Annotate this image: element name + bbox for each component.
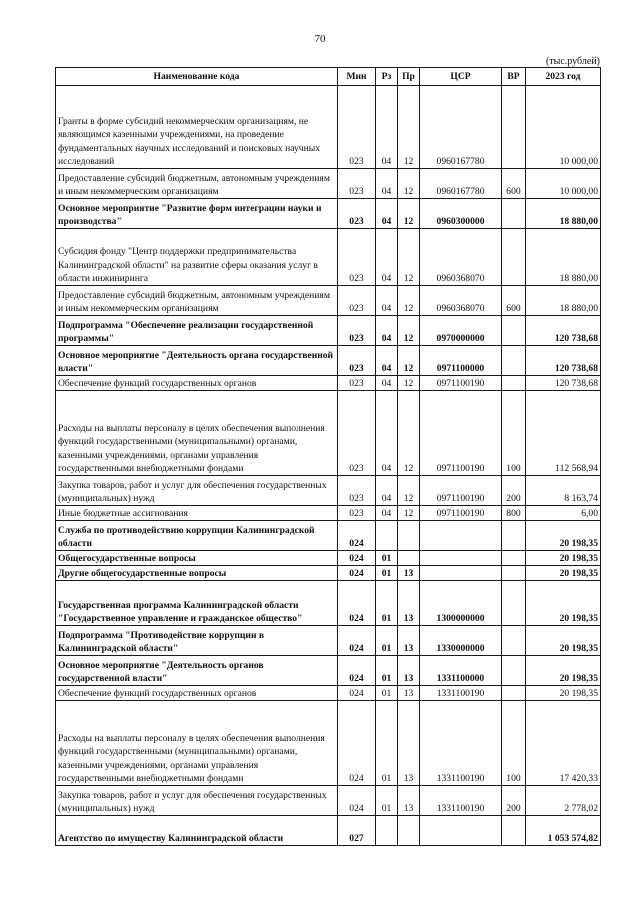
cell-min: 023 <box>338 346 376 376</box>
cell-pr: 12 <box>398 346 420 376</box>
cell-name: Закупка товаров, работ и услуг для обеспечения государственных (муниципальных) нужд <box>56 786 338 816</box>
cell-csr <box>420 551 502 566</box>
cell-sum: 20 198,35 <box>526 521 601 551</box>
cell-rz: 04 <box>376 316 398 346</box>
header-sum: 2023 год <box>526 68 601 86</box>
cell-sum: 18 880,00 <box>526 229 601 286</box>
cell-sum: 20 198,35 <box>526 626 601 656</box>
table-row <box>56 626 601 656</box>
cell-name: Субсидия фонду "Центр поддержки предпринимательства Калининградской области" на развитие сферы оказания услуг в области инжиниринга <box>56 229 338 286</box>
cell-vr <box>502 551 526 566</box>
cell-min: 024 <box>338 521 376 551</box>
cell-pr: 12 <box>398 476 420 506</box>
cell-csr: 0971100190 <box>420 506 502 521</box>
cell-sum: 120 738,68 <box>526 316 601 346</box>
cell-rz: 04 <box>376 476 398 506</box>
cell-rz <box>376 521 398 551</box>
cell-min: 024 <box>338 626 376 656</box>
cell-name: Общегосударственные вопросы <box>56 551 338 566</box>
cell-pr <box>398 816 420 846</box>
cell-vr <box>502 581 526 626</box>
cell-vr <box>502 521 526 551</box>
cell-vr <box>502 816 526 846</box>
cell-name: Подпрограмма "Противодействие коррупции в Калининградской области" <box>56 626 338 656</box>
cell-pr: 12 <box>398 199 420 229</box>
cell-csr: 0971100190 <box>420 391 502 476</box>
cell-min: 023 <box>338 506 376 521</box>
table-row <box>56 376 601 391</box>
cell-min: 023 <box>338 286 376 316</box>
cell-csr: 0960167780 <box>420 169 502 199</box>
cell-csr: 1331100190 <box>420 686 502 701</box>
cell-rz: 04 <box>376 376 398 391</box>
cell-pr: 12 <box>398 169 420 199</box>
cell-min: 027 <box>338 816 376 846</box>
cell-min: 024 <box>338 686 376 701</box>
cell-csr <box>420 521 502 551</box>
cell-min: 023 <box>338 199 376 229</box>
cell-pr: 12 <box>398 286 420 316</box>
table-row <box>56 701 601 786</box>
cell-vr <box>502 346 526 376</box>
cell-csr: 0970000000 <box>420 316 502 346</box>
cell-vr <box>502 566 526 581</box>
cell-name: Обеспечение функций государственных органов <box>56 376 338 391</box>
cell-name: Основное мероприятие "Деятельность органа государственной власти" <box>56 346 338 376</box>
cell-min: 024 <box>338 701 376 786</box>
cell-csr: 1300000000 <box>420 581 502 626</box>
cell-vr <box>502 686 526 701</box>
cell-name: Гранты в форме субсидий некоммерческим организациям, не являющимся казенными учреждениями, на проведение фундаментальных научных исследований и поисковых научных исследований <box>56 86 338 169</box>
cell-name: Государственная программа Калининградской области "Государственное управление и гражданское общество" <box>56 581 338 626</box>
cell-pr <box>398 521 420 551</box>
cell-vr <box>502 656 526 686</box>
header-vr: ВР <box>502 68 526 86</box>
cell-pr: 12 <box>398 506 420 521</box>
cell-pr: 13 <box>398 701 420 786</box>
table-row <box>56 786 601 816</box>
cell-sum: 1 053 574,82 <box>526 816 601 846</box>
budget-table <box>55 67 601 846</box>
cell-sum: 18 880,00 <box>526 286 601 316</box>
cell-csr <box>420 816 502 846</box>
cell-sum: 18 880,00 <box>526 199 601 229</box>
cell-pr: 12 <box>398 86 420 169</box>
cell-pr: 13 <box>398 581 420 626</box>
cell-vr <box>502 86 526 169</box>
cell-rz: 01 <box>376 581 398 626</box>
cell-sum: 20 198,35 <box>526 656 601 686</box>
cell-vr: 600 <box>502 286 526 316</box>
cell-rz: 04 <box>376 286 398 316</box>
table-body <box>56 86 601 846</box>
cell-vr: 100 <box>502 701 526 786</box>
table-row <box>56 816 601 846</box>
cell-rz: 01 <box>376 656 398 686</box>
cell-name: Обеспечение функций государственных органов <box>56 686 338 701</box>
cell-vr <box>502 376 526 391</box>
cell-sum: 10 000,00 <box>526 169 601 199</box>
table-row <box>56 656 601 686</box>
cell-vr: 100 <box>502 391 526 476</box>
cell-name: Основное мероприятие "Деятельность органов государственной власти" <box>56 656 338 686</box>
cell-sum: 17 420,33 <box>526 701 601 786</box>
cell-rz: 04 <box>376 506 398 521</box>
cell-min: 023 <box>338 169 376 199</box>
cell-name: Основное мероприятие "Развитие форм интеграции науки и производства" <box>56 199 338 229</box>
cell-vr: 800 <box>502 506 526 521</box>
cell-rz: 04 <box>376 86 398 169</box>
cell-rz: 01 <box>376 626 398 656</box>
cell-sum: 20 198,35 <box>526 566 601 581</box>
table-row <box>56 476 601 506</box>
cell-rz: 04 <box>376 346 398 376</box>
cell-sum: 120 738,68 <box>526 376 601 391</box>
cell-min: 024 <box>338 656 376 686</box>
cell-csr: 1331100000 <box>420 656 502 686</box>
header-name: Наименование кода <box>56 68 338 86</box>
table-header-row <box>56 68 601 86</box>
header-min: Мин <box>338 68 376 86</box>
cell-pr: 12 <box>398 316 420 346</box>
cell-pr: 13 <box>398 566 420 581</box>
cell-csr: 0960300000 <box>420 199 502 229</box>
table-row <box>56 316 601 346</box>
table-row <box>56 566 601 581</box>
header-pr: Пр <box>398 68 420 86</box>
cell-csr: 0971100190 <box>420 376 502 391</box>
cell-csr: 1330000000 <box>420 626 502 656</box>
cell-csr: 0971100190 <box>420 476 502 506</box>
table-row <box>56 686 601 701</box>
cell-vr: 200 <box>502 476 526 506</box>
cell-sum: 120 738,68 <box>526 346 601 376</box>
cell-rz: 04 <box>376 169 398 199</box>
cell-min: 024 <box>338 786 376 816</box>
cell-csr: 1331100190 <box>420 786 502 816</box>
cell-name: Предоставление субсидий бюджетным, автономным учреждениям и иным некоммерческим организациям <box>56 169 338 199</box>
table-row <box>56 551 601 566</box>
table-row <box>56 286 601 316</box>
cell-name: Подпрограмма "Обеспечение реализации государственной программы" <box>56 316 338 346</box>
cell-sum: 2 778,02 <box>526 786 601 816</box>
cell-rz: 01 <box>376 701 398 786</box>
cell-min: 024 <box>338 566 376 581</box>
cell-sum: 10 000,00 <box>526 86 601 169</box>
cell-rz: 01 <box>376 551 398 566</box>
cell-min: 023 <box>338 86 376 169</box>
cell-csr: 0971100000 <box>420 346 502 376</box>
cell-vr: 200 <box>502 786 526 816</box>
cell-sum: 20 198,35 <box>526 581 601 626</box>
cell-pr: 13 <box>398 656 420 686</box>
cell-csr: 0960368070 <box>420 286 502 316</box>
cell-min: 024 <box>338 551 376 566</box>
cell-rz: 04 <box>376 391 398 476</box>
cell-name: Иные бюджетные ассигнования <box>56 506 338 521</box>
cell-csr <box>420 566 502 581</box>
cell-sum: 20 198,35 <box>526 686 601 701</box>
table-row <box>56 581 601 626</box>
cell-name: Расходы на выплаты персоналу в целях обеспечения выполнения функций государственными (муниципальными) органами, казенными учреждениями, органами управления государственными внебюджетными фондами <box>56 701 338 786</box>
cell-name: Расходы на выплаты персоналу в целях обеспечения выполнения функций государственными (муниципальными) органами, казенными учреждениями, органами управления государственными внебюджетными фондами <box>56 391 338 476</box>
cell-vr <box>502 199 526 229</box>
cell-csr: 1331100190 <box>420 701 502 786</box>
units-note: (тыс.рублей) <box>545 56 600 67</box>
cell-vr <box>502 316 526 346</box>
cell-sum: 8 163,74 <box>526 476 601 506</box>
cell-min: 023 <box>338 229 376 286</box>
cell-vr: 600 <box>502 169 526 199</box>
cell-sum: 20 198,35 <box>526 551 601 566</box>
cell-min: 023 <box>338 391 376 476</box>
cell-name: Агентство по имуществу Калининградской области <box>56 816 338 846</box>
table-row <box>56 506 601 521</box>
table-row <box>56 346 601 376</box>
cell-sum: 112 568,94 <box>526 391 601 476</box>
table-row <box>56 199 601 229</box>
cell-min: 024 <box>338 581 376 626</box>
cell-rz: 01 <box>376 786 398 816</box>
cell-vr <box>502 229 526 286</box>
cell-sum: 6,00 <box>526 506 601 521</box>
cell-name: Другие общегосударственные вопросы <box>56 566 338 581</box>
cell-min: 023 <box>338 316 376 346</box>
cell-min: 023 <box>338 476 376 506</box>
cell-rz: 04 <box>376 229 398 286</box>
cell-pr: 13 <box>398 686 420 701</box>
header-csr: ЦСР <box>420 68 502 86</box>
cell-vr <box>502 626 526 656</box>
cell-rz: 01 <box>376 686 398 701</box>
cell-rz: 04 <box>376 199 398 229</box>
cell-pr: 13 <box>398 626 420 656</box>
table-row <box>56 229 601 286</box>
cell-pr: 12 <box>398 229 420 286</box>
table-row <box>56 521 601 551</box>
table-row <box>56 169 601 199</box>
cell-csr: 0960368070 <box>420 229 502 286</box>
cell-pr <box>398 551 420 566</box>
page-number: 70 <box>314 33 326 45</box>
cell-min: 023 <box>338 376 376 391</box>
cell-name: Закупка товаров, работ и услуг для обеспечения государственных (муниципальных) нужд <box>56 476 338 506</box>
cell-pr: 12 <box>398 391 420 476</box>
cell-csr: 0960167780 <box>420 86 502 169</box>
cell-name: Служба по противодействию коррупции Калининградской области <box>56 521 338 551</box>
cell-rz: 01 <box>376 566 398 581</box>
cell-name: Предоставление субсидий бюджетным, автономным учреждениям и иным некоммерческим организациям <box>56 286 338 316</box>
cell-rz <box>376 816 398 846</box>
cell-pr: 12 <box>398 376 420 391</box>
cell-pr: 13 <box>398 786 420 816</box>
table-row <box>56 86 601 169</box>
table-row <box>56 391 601 476</box>
header-rz: Рз <box>376 68 398 86</box>
